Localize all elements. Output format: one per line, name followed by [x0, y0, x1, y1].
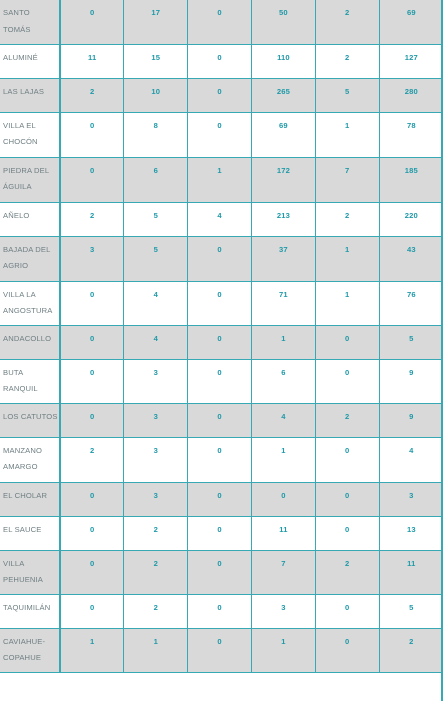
value-cell-col-4: 3 — [252, 594, 316, 628]
value-cell-col-1: 0 — [60, 112, 124, 157]
value-cell-col-1: 11 — [60, 44, 124, 78]
value-cell-col-2: 4 — [124, 325, 188, 359]
value-cell-col-1: 3 — [60, 236, 124, 281]
table-row — [0, 628, 443, 672]
locality-name: EL SAUCE — [0, 516, 60, 550]
value-cell-col-5: 2 — [315, 202, 379, 236]
value-cell-col-1: 0 — [60, 482, 124, 516]
table-row — [0, 202, 443, 236]
value-cell-col-2: 5 — [124, 202, 188, 236]
value-cell-col-4: 7 — [252, 550, 316, 594]
locality-name: ANDACOLLO — [0, 325, 60, 359]
value-cell-col-2: 15 — [124, 44, 188, 78]
value-cell-col-4: 4 — [252, 403, 316, 437]
value-cell-col-3: 0 — [188, 78, 252, 112]
table-row — [0, 403, 443, 437]
value-cell-col-4: 11 — [252, 516, 316, 550]
value-cell-col-3: 0 — [188, 325, 252, 359]
value-cell-col-4: 172 — [252, 157, 316, 202]
value-cell-col-3: 4 — [188, 202, 252, 236]
value-cell-col-3: 0 — [188, 236, 252, 281]
value-cell-col-3: 0 — [188, 281, 252, 325]
table-row — [0, 44, 443, 78]
value-cell-col-6: 220 — [379, 202, 443, 236]
value-cell-col-2: 3 — [124, 437, 188, 482]
value-cell-col-4: 71 — [252, 281, 316, 325]
value-cell-col-5: 5 — [315, 78, 379, 112]
value-cell-col-3: 0 — [188, 550, 252, 594]
table-row — [0, 516, 443, 550]
value-cell-col-6: 9 — [379, 403, 443, 437]
value-cell-col-5: 0 — [315, 359, 379, 403]
value-cell-col-6: 43 — [379, 236, 443, 281]
value-cell-col-3: 0 — [188, 516, 252, 550]
value-cell-col-6: 76 — [379, 281, 443, 325]
locality-name: EL CHOLAR — [0, 482, 60, 516]
table-row — [0, 325, 443, 359]
value-cell-col-3: 1 — [188, 157, 252, 202]
value-cell-col-5: 0 — [315, 594, 379, 628]
value-cell-col-1: 0 — [60, 0, 124, 44]
value-cell-col-5: 0 — [315, 325, 379, 359]
table-row — [0, 594, 443, 628]
table-row — [0, 236, 443, 281]
table-row — [0, 78, 443, 112]
locality-name: AÑELO — [0, 202, 60, 236]
value-cell-col-3: 0 — [188, 437, 252, 482]
value-cell-col-4: 1 — [252, 628, 316, 672]
locality-name: TAQUIMILÁN — [0, 594, 60, 628]
value-cell-col-2: 4 — [124, 281, 188, 325]
value-cell-col-1: 0 — [60, 403, 124, 437]
locality-name: BUTA RANQUIL — [0, 359, 60, 403]
value-cell-col-3: 0 — [188, 594, 252, 628]
value-cell-col-5: 2 — [315, 403, 379, 437]
value-cell-col-3: 0 — [188, 628, 252, 672]
value-cell-col-6: 2 — [379, 628, 443, 672]
value-cell-col-4: 6 — [252, 359, 316, 403]
value-cell-col-5: 1 — [315, 236, 379, 281]
value-cell-col-5: 1 — [315, 281, 379, 325]
locality-name: CAVIAHUE-COPAHUE — [0, 628, 60, 672]
value-cell-col-4: 69 — [252, 112, 316, 157]
locality-name: VILLA LA ANGOSTURA — [0, 281, 60, 325]
table-row — [0, 437, 443, 482]
value-cell-col-4: 213 — [252, 202, 316, 236]
value-cell-col-4: 50 — [252, 0, 316, 44]
value-cell-col-6: 4 — [379, 437, 443, 482]
value-cell-col-5: 2 — [315, 550, 379, 594]
value-cell-col-2: 8 — [124, 112, 188, 157]
locality-name: ALUMINÉ — [0, 44, 60, 78]
table-row — [0, 281, 443, 325]
value-cell-col-2: 6 — [124, 157, 188, 202]
value-cell-col-1: 0 — [60, 281, 124, 325]
value-cell-col-6: 13 — [379, 516, 443, 550]
locality-name: LAS LAJAS — [0, 78, 60, 112]
locality-name: PIEDRA DEL ÁGUILA — [0, 157, 60, 202]
value-cell-col-6: 127 — [379, 44, 443, 78]
value-cell-col-1: 0 — [60, 359, 124, 403]
value-cell-col-4: 265 — [252, 78, 316, 112]
value-cell-col-4: 110 — [252, 44, 316, 78]
locality-name: VILLA EL CHOCÓN — [0, 112, 60, 157]
locality-name: BAJADA DEL AGRIO — [0, 236, 60, 281]
value-cell-col-4: 1 — [252, 325, 316, 359]
value-cell-col-2: 2 — [124, 594, 188, 628]
value-cell-col-1: 0 — [60, 157, 124, 202]
table-row — [0, 482, 443, 516]
table-row — [0, 359, 443, 403]
value-cell-col-5: 0 — [315, 437, 379, 482]
value-cell-col-1: 0 — [60, 550, 124, 594]
value-cell-col-2: 3 — [124, 403, 188, 437]
value-cell-col-1: 2 — [60, 437, 124, 482]
value-cell-col-1: 0 — [60, 325, 124, 359]
value-cell-col-1: 0 — [60, 594, 124, 628]
table-row — [0, 550, 443, 594]
value-cell-col-2: 3 — [124, 359, 188, 403]
locality-name: SANTO TOMÁS — [0, 0, 60, 44]
value-cell-col-5: 0 — [315, 482, 379, 516]
table-row — [0, 112, 443, 157]
value-cell-col-3: 0 — [188, 0, 252, 44]
value-cell-col-2: 1 — [124, 628, 188, 672]
table-row — [0, 0, 443, 44]
value-cell-col-2: 5 — [124, 236, 188, 281]
locality-name: LOS CATUTOS — [0, 403, 60, 437]
value-cell-col-6: 3 — [379, 482, 443, 516]
value-cell-col-1: 1 — [60, 628, 124, 672]
value-cell-col-1: 2 — [60, 202, 124, 236]
value-cell-col-6: 185 — [379, 157, 443, 202]
value-cell-col-3: 0 — [188, 112, 252, 157]
value-cell-col-6: 69 — [379, 0, 443, 44]
value-cell-col-6: 9 — [379, 359, 443, 403]
value-cell-col-6: 5 — [379, 594, 443, 628]
value-cell-col-3: 0 — [188, 359, 252, 403]
value-cell-col-5: 1 — [315, 112, 379, 157]
value-cell-col-3: 0 — [188, 482, 252, 516]
value-cell-col-2: 10 — [124, 78, 188, 112]
value-cell-col-3: 0 — [188, 403, 252, 437]
value-cell-col-6: 11 — [379, 550, 443, 594]
value-cell-col-2: 2 — [124, 550, 188, 594]
table-row — [0, 157, 443, 202]
value-cell-col-2: 2 — [124, 516, 188, 550]
value-cell-col-5: 2 — [315, 0, 379, 44]
value-cell-col-5: 7 — [315, 157, 379, 202]
locality-name: VILLA PEHUENIA — [0, 550, 60, 594]
value-cell-col-5: 2 — [315, 44, 379, 78]
value-cell-col-4: 37 — [252, 236, 316, 281]
value-cell-col-6: 280 — [379, 78, 443, 112]
value-cell-col-1: 2 — [60, 78, 124, 112]
value-cell-col-5: 0 — [315, 516, 379, 550]
value-cell-col-6: 5 — [379, 325, 443, 359]
value-cell-col-4: 1 — [252, 437, 316, 482]
value-cell-col-1: 0 — [60, 516, 124, 550]
value-cell-col-4: 0 — [252, 482, 316, 516]
value-cell-col-6: 78 — [379, 112, 443, 157]
value-cell-col-5: 0 — [315, 628, 379, 672]
locality-name: MANZANO AMARGO — [0, 437, 60, 482]
value-cell-col-3: 0 — [188, 44, 252, 78]
value-cell-col-2: 3 — [124, 482, 188, 516]
value-cell-col-2: 17 — [124, 0, 188, 44]
